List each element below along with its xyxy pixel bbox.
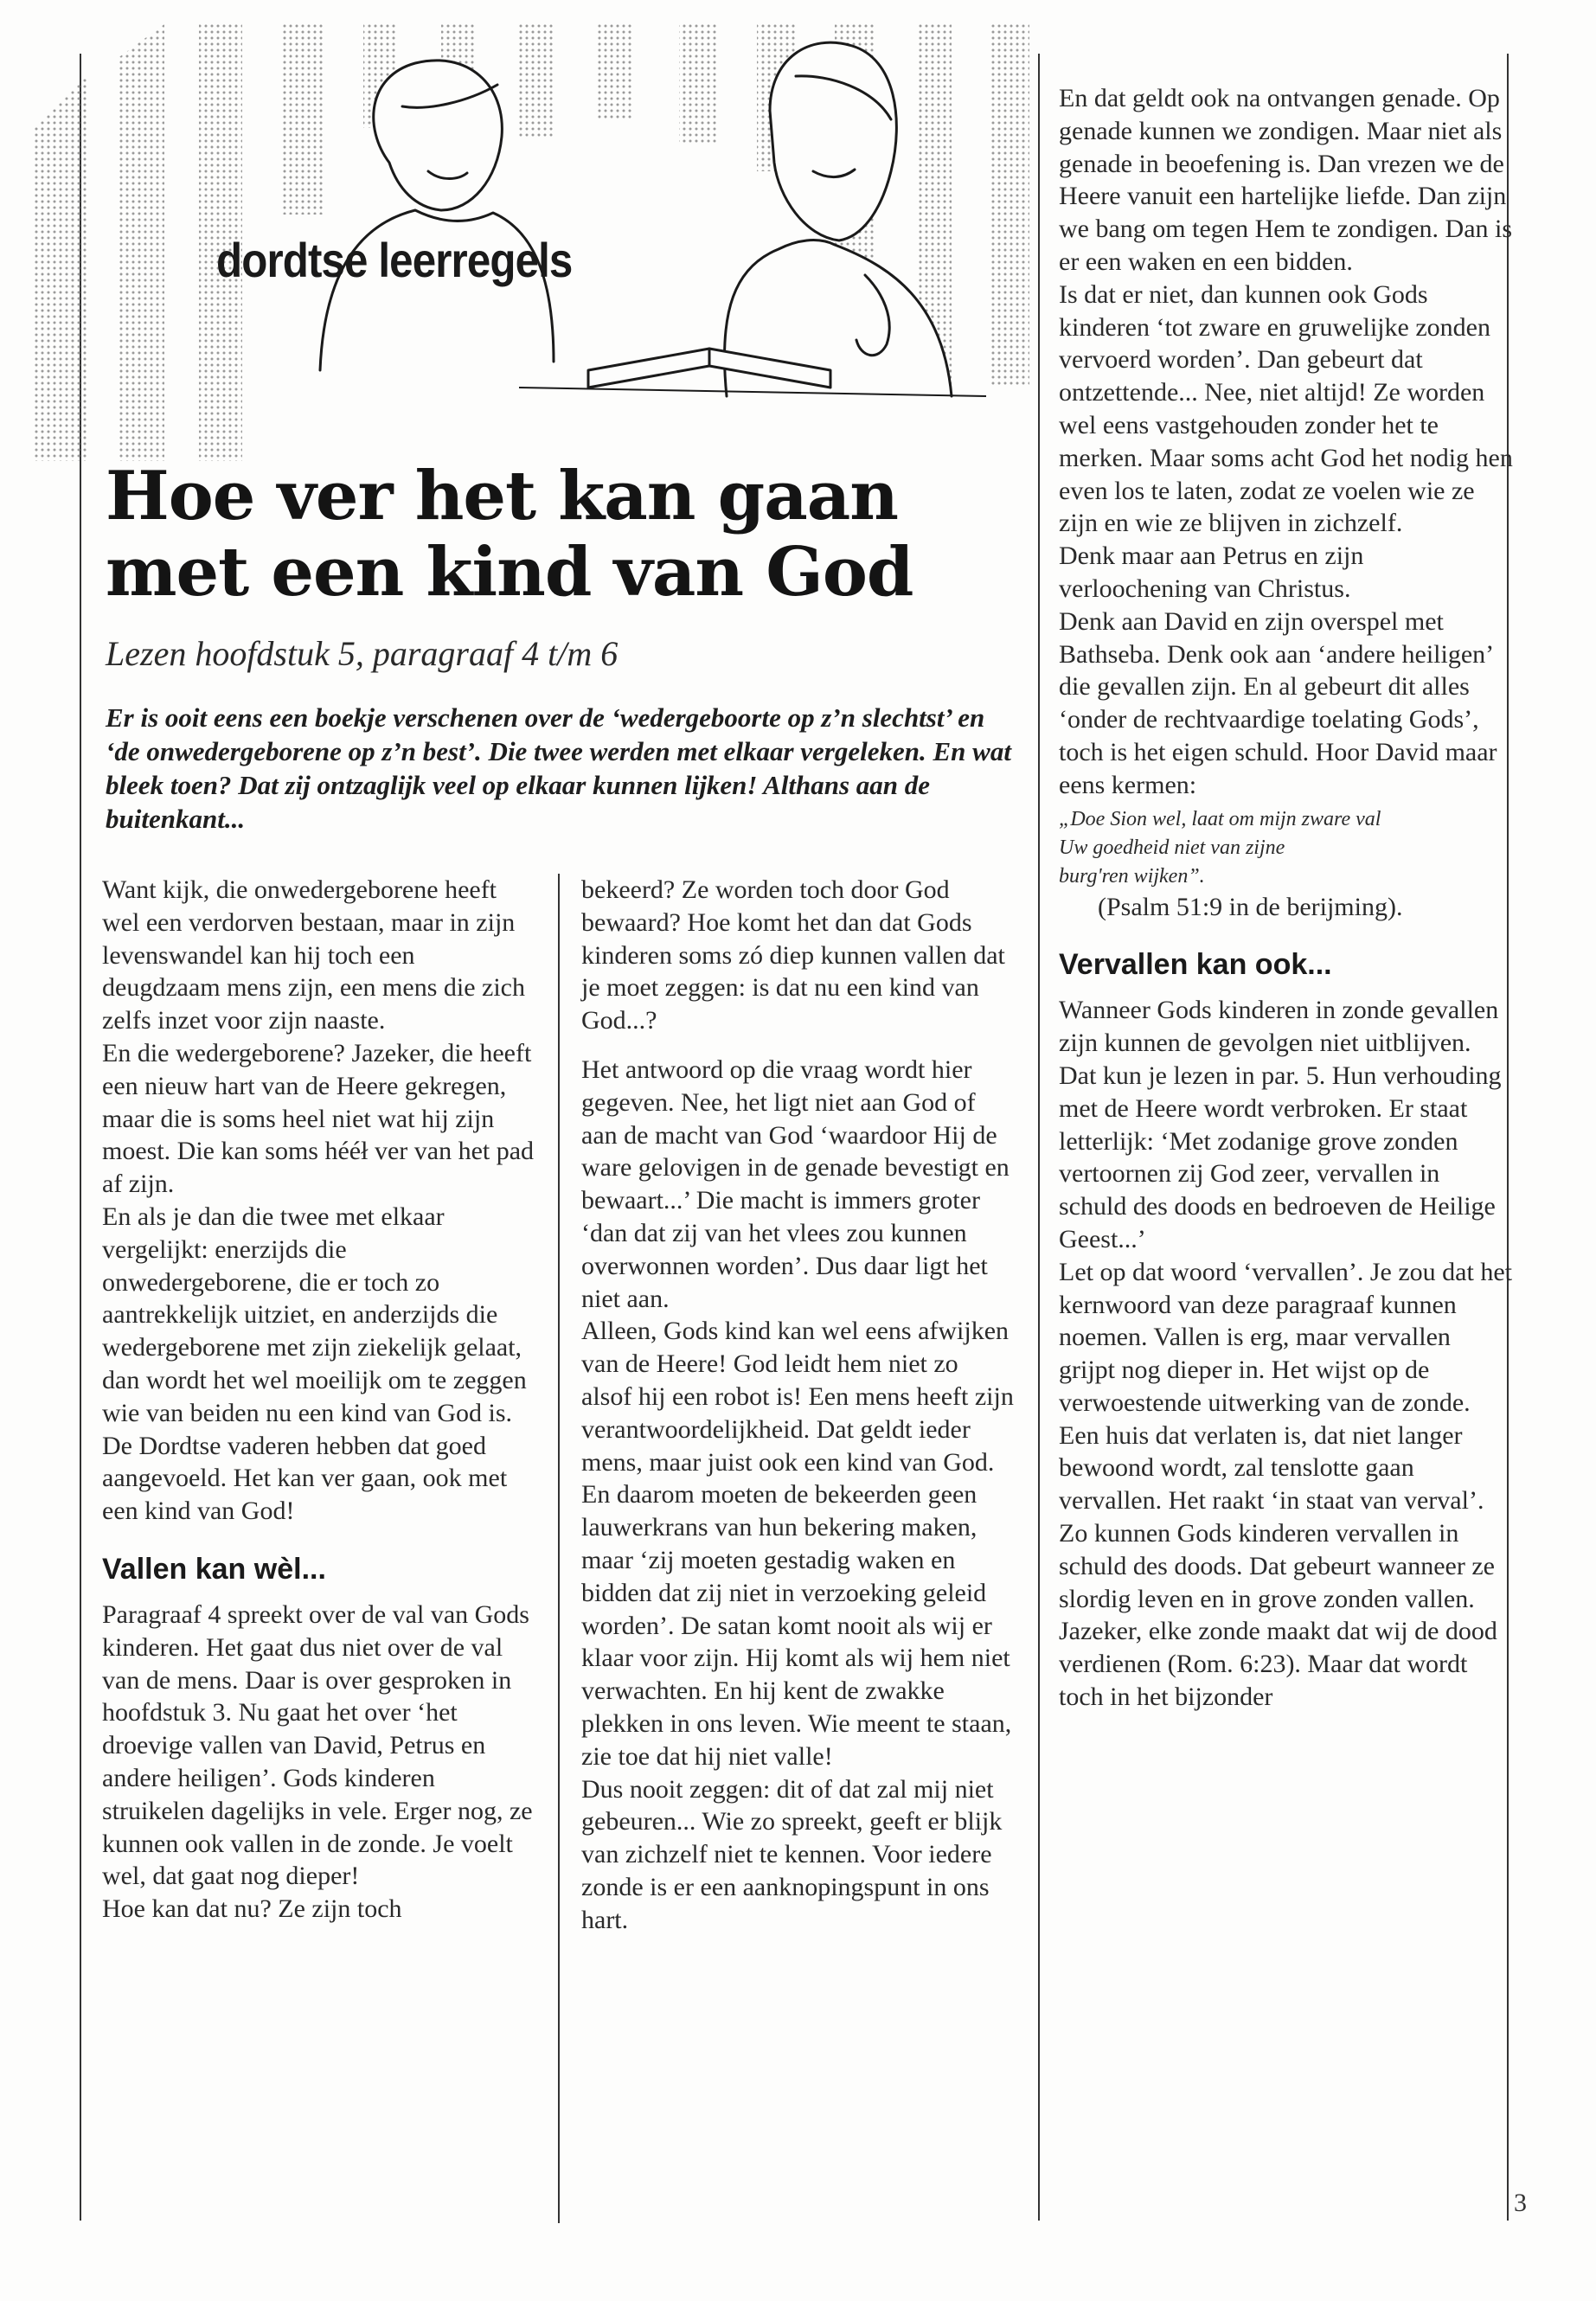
article-title: Hoe ver het kan gaan met een kind van God	[106, 457, 913, 612]
quote-line: Uw goedheid niet van zijne	[1059, 836, 1285, 859]
paragraph: Alleen, Gods kind kan wel eens afwijken van de Heere! God leidt hem niet zo alsof hij een robot is! Een mens heeft zijn verantwoordelijkheid. Dat geldt ieder mens, maar juist ook een kind van God. En daarom moeten de bekeerden geen lauwerkrans van hun bekering maken, maar ‘zij moeten gestadig waken en bidden dat zij niet in verzoeking geleid worden’. De satan komt nooit als wij er klaar voor zijn. Hij komt als wij hem niet verwachten. En hij kent de zwakke plekken in ons leven. Wie meent te staan, zie toe dat hij niet valle!	[581, 1317, 1014, 1771]
paragraph: De Dordtse vaderen hebben dat goed aangevoeld. Het kan ver gaan, ook met een kind van God!	[102, 1431, 508, 1526]
article-subtitle: Lezen hoofdstuk 5, paragraaf 4 t/m 6	[106, 634, 619, 673]
column-divider-2	[1038, 54, 1040, 2221]
paragraph: En dat geldt ook na ontvangen genade. Op genade kunnen we zondigen. Maar niet als genade in beoefening is. Dan vrezen we de Heere vanuit een hartelijke liefde. Dan zijn we bang om tegen Hem te zondigen. Dan is er een waken en een bidden.	[1059, 84, 1513, 276]
reading-figures	[320, 42, 952, 396]
paragraph: Hoe kan dat nu? Ze zijn toch	[102, 1894, 402, 1924]
paragraph: Wanneer Gods kinderen in zonde gevallen zijn kunnen de gevolgen niet uitblijven. Dat kun je lezen in par. 5. Hun verhouding met de Heere wordt verbroken. Er staat letterlijk: ‘Met zodanige grove zonden vertoornen zij God zeer, vervallen in schuld des doods en bedroeven de Heilige Geest...’	[1059, 996, 1502, 1253]
paragraph: Denk maar aan Petrus en zijn verloochening van Christus.	[1059, 542, 1364, 603]
paragraph: En als je dan die twee met elkaar vergelijkt: enerzijds die onwedergeborene, die er toch zo aantrekkelijk uitziet, en anderzijds die wedergeborene met zijn ziekelijk gelaat, dan wordt het wel moeilijk om te zeggen wie van beiden nu een kind van God is.	[102, 1202, 527, 1427]
column-divider-1	[558, 874, 560, 2223]
paragraph: Paragraaf 4 spreekt over de val van Gods kinderen. Het gaat dus niet over de val van de mens. Daar is over gesproken in hoofdstuk 3. Nu gaat het over ‘het droevige vallen van David, Petrus en andere heiligen’. Gods kinderen struikelen dagelijks in vele. Erger nog, ze kunnen ook vallen in de zonde. Je voelt wel, dat gaat nog dieper!	[102, 1599, 533, 1891]
column-2	[581, 874, 1014, 1937]
paragraph: Dus nooit zeggen: dit of dat zal mij niet gebeuren... Wie zo spreekt, geeft er blijk van zichzelf niet te kennen. Voor iedere zonde is er een aanknopingspunt in ons hart.	[581, 1774, 1003, 1934]
paragraph: En die wedergeborene? Jazeker, die heeft een nieuw hart van de Heere gekregen, maar die is soms heel niet wat hij zijn moest. Die kan soms hééł ver van het pad af zijn.	[102, 1038, 535, 1199]
paragraph: Is dat er niet, dan kunnen ook Gods kinderen ‘tot zware en gruwelijke zonden vervoerd worden’. Dan gebeurt dat ontzettende... Nee, niet altijd! Ze worden wel eens vastgehouden zonder het te merken. Maar soms acht God het nodig hen even los te laten, zodat ze voelen wie ze zijn en wie ze blijven in zichzelf.	[1059, 279, 1513, 538]
quote-source: (Psalm 51:9 in de berijming).	[1098, 892, 1403, 921]
subheading-vervallen: Vervallen kan ook...	[1059, 948, 1332, 982]
paragraph: Het antwoord op die vraag wordt hier gegeven. Nee, het ligt niet aan God of aan de macht van God ‘waardoor Hij de ware gelovigen in de genade bevestigt en bewaart...’ Die macht is immers groter ‘dan dat zij van het vlees zou kunnen overwonnen worden’. Dus daar ligt het niet aan.	[581, 1054, 1010, 1313]
paragraph: Want kijk, die onwedergeborene heeft wel een verdorven bestaan, maar in zijn levenswandel kan hij toch een deugdzaam mens zijn, een mens die zich zelfs inzet voor zijn naaste.	[102, 875, 525, 1035]
paragraph: bekeerd? Ze worden toch door God bewaard? Hoe komt het dan dat Gods kinderen soms zó diep kunnen vallen dat je moet zeggen: is dat nu een kind van God...?	[581, 875, 1005, 1035]
quote-line: burg'ren wijken”.	[1059, 864, 1205, 888]
column-3	[1059, 82, 1513, 1714]
subheading-vallen: Vallen kan wèl...	[102, 1552, 326, 1586]
paragraph: Denk aan David en zijn overspel met Bathseba. Denk ook aan ‘andere heiligen’ die gevallen zijn. En al gebeurt dit alles ‘onder de rechtvaardige toelating Gods’, toch is het eigen schuld. Hoor David maar eens kermen:	[1059, 606, 1497, 799]
page-number: 3	[1514, 2189, 1527, 2217]
quote-line: „Doe Sion wel, laat om mijn zware val	[1059, 807, 1381, 830]
column-1	[102, 874, 535, 1926]
paragraph: Let op dat woord ‘vervallen’. Je zou dat het kernwoord van deze paragraaf kunnen noemen. Vallen is erg, maar vervallen grijpt nog dieper in. Het wijst op de verwoestende uitwerking van de zonde. Een huis dat verlaten is, dat niet langer bewoond wordt, zal tenslotte gaan vervallen. Het raakt ‘in staat van verval’. Zo kunnen Gods kinderen vervallen in schuld des doods. Dat gebeurt wanneer ze slordig leven en in grove zonden vallen. Jazeker, elke zonde maakt dat wij de dood verdienen (Rom. 6:23). Maar dat wordt toch in het bijzonder	[1059, 1257, 1512, 1712]
section-kicker: dordtse leerregels	[216, 233, 573, 287]
psalm-quote	[1059, 805, 1513, 891]
article-intro: Er is ooit eens een boekje verschenen over de ‘wedergeboorte op z’n slechtst’ en ‘de onwedergeborene op z’n best’. Die twee werden met elkaar vergeleken. En wat bleek toen? Dat zij ontzaglijk veel op elkaar kunnen lijken! Althans aan de buitenkant...	[106, 702, 1011, 834]
